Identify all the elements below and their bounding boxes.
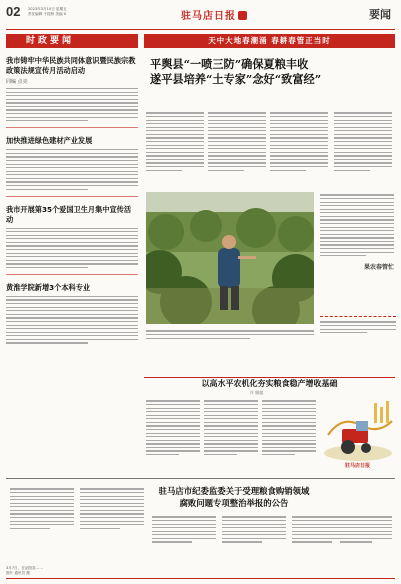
main-story-column: [146, 110, 204, 173]
text-line: [6, 92, 138, 93]
text-line: [320, 219, 394, 220]
text-line: [146, 408, 200, 409]
text-line: [10, 521, 74, 522]
text-line: [6, 117, 138, 118]
text-line: [222, 527, 286, 528]
text-line: [270, 152, 328, 153]
text-line: [204, 400, 258, 401]
logo-text: 驻马店日报: [181, 11, 236, 22]
text-line: [6, 267, 88, 268]
text-line: [270, 166, 328, 167]
article-title: 我市铸牢中华民族共同体意识暨民族宗教政策法规宣传月活动启动: [6, 56, 136, 75]
text-line: [208, 166, 266, 167]
text-line: [146, 162, 204, 163]
article-body: [6, 296, 138, 344]
text-line: [6, 156, 138, 157]
text-line: [6, 235, 138, 236]
text-line: [334, 134, 392, 135]
text-line: [80, 492, 144, 493]
text-line: [10, 510, 74, 511]
text-line: [340, 516, 392, 517]
text-line: [270, 130, 328, 131]
text-line: [334, 170, 370, 171]
text-line: [270, 170, 306, 171]
text-line: [208, 155, 266, 156]
text-line: [6, 321, 138, 322]
text-line: [6, 120, 88, 121]
article-title: 黄淮学院新增3个本科专业: [6, 282, 91, 292]
text-line: [204, 425, 258, 426]
text-line: [146, 429, 200, 430]
text-line: [320, 212, 394, 213]
text-line: [6, 335, 138, 336]
sub-story-column: [204, 398, 258, 458]
text-line: [320, 227, 394, 228]
text-line: [320, 252, 394, 253]
text-line: [208, 137, 266, 138]
text-line: [208, 120, 266, 121]
text-line: [270, 112, 328, 113]
text-line: [146, 137, 204, 138]
sub-story-title: 以高水平农机化夯实粮食稳产增收基础: [201, 379, 338, 388]
text-line: [262, 418, 316, 419]
text-line: [6, 228, 138, 229]
text-line: [6, 245, 138, 246]
notice-column: [80, 486, 144, 531]
text-line: [340, 534, 392, 535]
text-line: [320, 241, 394, 242]
text-line: [6, 88, 138, 89]
article-separator: [6, 127, 138, 128]
text-line: [6, 238, 138, 239]
text-line: [6, 102, 138, 103]
text-line: [334, 112, 392, 113]
text-line: [10, 492, 74, 493]
text-line: [334, 148, 392, 149]
text-line: [270, 134, 328, 135]
text-line: [80, 510, 144, 511]
text-line: [334, 130, 392, 131]
bottom-rule: [6, 578, 395, 579]
side-quote: 果农春管忙: [363, 264, 394, 272]
text-line: [152, 520, 216, 521]
text-line: [6, 299, 138, 300]
text-line: [320, 255, 366, 256]
text-line: [6, 113, 138, 114]
headline-line-1: 平舆县“一喷三防”确保夏粮丰收: [150, 57, 309, 71]
text-line: [262, 454, 295, 455]
text-line: [208, 127, 266, 128]
text-line: [146, 440, 200, 441]
text-line: [292, 541, 332, 542]
text-line: [222, 531, 286, 532]
text-line: [146, 134, 204, 135]
text-line: [270, 155, 328, 156]
text-line: [270, 145, 328, 146]
text-line: [262, 450, 316, 451]
article-title: 加快推进绿色建材产业发展: [6, 136, 93, 146]
text-line: [10, 513, 74, 514]
photo-caption: [146, 328, 314, 341]
text-line: [80, 528, 120, 529]
text-line: [320, 209, 394, 210]
text-line: [6, 307, 138, 308]
text-line: [146, 112, 204, 113]
text-line: [10, 503, 74, 504]
article-body: [6, 149, 138, 190]
text-line: [6, 109, 138, 110]
text-line: [6, 99, 138, 100]
text-line: [204, 450, 258, 451]
text-line: [6, 263, 138, 264]
text-line: [334, 123, 392, 124]
text-line: [262, 400, 316, 401]
text-line: [320, 194, 394, 195]
text-line: [146, 123, 204, 124]
text-line: [320, 248, 394, 249]
text-line: [262, 404, 316, 405]
text-line: [6, 160, 138, 161]
side-top-text: [320, 194, 394, 256]
text-line: [6, 328, 138, 329]
text-line: [146, 116, 204, 117]
newspaper-logo: [181, 7, 247, 22]
text-line: [334, 127, 392, 128]
text-line: [320, 332, 367, 333]
text-line: [208, 130, 266, 131]
text-line: [146, 450, 200, 451]
text-line: [208, 148, 266, 149]
text-line: [204, 454, 237, 455]
text-line: [208, 141, 266, 142]
text-line: [320, 329, 396, 330]
text-line: [262, 440, 316, 441]
text-line: [146, 120, 204, 121]
text-line: [6, 171, 138, 172]
text-line: [270, 137, 328, 138]
text-line: [340, 524, 392, 525]
footnote: 3月7日，在泌阳县…… 图片 通讯员 摄: [6, 566, 43, 575]
text-line: [146, 155, 204, 156]
text-line: [146, 338, 250, 339]
text-line: [222, 538, 286, 539]
text-line: [6, 242, 138, 243]
text-line: [80, 513, 144, 514]
text-line: [146, 130, 204, 131]
text-line: [262, 436, 316, 437]
text-line: [270, 116, 328, 117]
text-line: [204, 408, 258, 409]
text-line: [10, 506, 74, 507]
text-line: [6, 106, 138, 107]
text-line: [270, 127, 328, 128]
text-line: [204, 415, 258, 416]
text-line: [334, 137, 392, 138]
farm-illustration: [322, 395, 394, 471]
text-line: [340, 538, 392, 539]
text-line: [320, 237, 394, 238]
column-banner: 时政要闻: [6, 34, 138, 48]
text-line: [208, 134, 266, 135]
logo-mark-icon: [238, 11, 247, 20]
notice-title-line-2: 腐败问题专项整治举报的公告: [179, 498, 289, 508]
section-divider: [6, 478, 395, 479]
text-line: [152, 541, 192, 542]
text-line: [334, 145, 392, 146]
notice-title-line-1: 驻马店市纪委监委关于受理粮食购销领域: [158, 486, 310, 496]
text-line: [6, 253, 138, 254]
text-line: [146, 166, 204, 167]
text-line: [6, 310, 138, 311]
text-line: [6, 167, 138, 168]
text-line: [80, 488, 144, 489]
text-line: [6, 339, 138, 340]
text-line: [146, 127, 204, 128]
text-line: [208, 162, 266, 163]
text-line: [146, 436, 200, 437]
text-line: [80, 506, 144, 507]
text-line: [262, 429, 316, 430]
date-info: 2023年3月10日 星期五 责任编辑 于振桥 美编 X: [28, 7, 67, 16]
article-body: [6, 88, 138, 121]
main-story-column: [270, 110, 328, 173]
page-header: [6, 4, 395, 30]
text-line: [334, 159, 392, 160]
text-line: [80, 496, 144, 497]
text-line: [320, 205, 394, 206]
text-line: [152, 534, 216, 535]
text-line: [204, 422, 258, 423]
left-article: [6, 56, 138, 128]
text-line: [10, 499, 74, 500]
text-line: [222, 524, 286, 525]
text-line: [6, 95, 138, 96]
text-line: [208, 159, 266, 160]
text-line: [80, 499, 144, 500]
text-line: [334, 116, 392, 117]
main-story-column: [208, 110, 266, 173]
farm-tag: 驻马店日报: [345, 463, 371, 469]
text-line: [6, 314, 138, 315]
text-line: [270, 159, 328, 160]
text-line: [204, 433, 258, 434]
text-line: [208, 145, 266, 146]
text-line: [6, 178, 138, 179]
text-line: [262, 408, 316, 409]
text-line: [10, 524, 74, 525]
text-line: [10, 517, 74, 518]
text-line: [146, 330, 314, 331]
top-banner: 天中大地春潮涌 春耕春管正当时: [144, 34, 395, 48]
sub-story-author: 许 雁超: [250, 390, 264, 395]
text-line: [334, 162, 392, 163]
text-line: [146, 433, 200, 434]
text-line: [152, 531, 216, 532]
text-line: [222, 520, 286, 521]
sub-story-column: [262, 398, 316, 458]
text-line: [146, 141, 204, 142]
text-line: [6, 153, 138, 154]
text-line: [146, 334, 314, 335]
text-line: [204, 411, 258, 412]
text-line: [340, 527, 392, 528]
text-line: [204, 429, 258, 430]
text-line: [262, 425, 316, 426]
text-line: [152, 538, 216, 539]
text-line: [146, 159, 204, 160]
side-caption-box: [320, 316, 396, 364]
text-line: [320, 230, 394, 231]
text-line: [6, 185, 138, 186]
text-line: [334, 120, 392, 121]
text-line: [204, 440, 258, 441]
text-line: [146, 454, 179, 455]
left-article: [6, 283, 138, 344]
text-line: [204, 436, 258, 437]
text-line: [152, 524, 216, 525]
notice-column: [222, 514, 286, 545]
text-line: [320, 321, 396, 322]
text-line: [6, 256, 138, 257]
text-line: [10, 488, 74, 489]
text-line: [146, 422, 200, 423]
text-line: [334, 166, 392, 167]
text-line: [6, 317, 138, 318]
text-line: [152, 527, 216, 528]
left-articles: [6, 56, 138, 344]
text-line: [340, 541, 372, 542]
text-line: [6, 174, 138, 175]
text-line: [146, 411, 200, 412]
text-line: [270, 123, 328, 124]
text-line: [262, 415, 316, 416]
text-line: [262, 443, 316, 444]
text-line: [6, 342, 88, 343]
text-line: [320, 198, 394, 199]
text-line: [10, 496, 74, 497]
text-line: [146, 148, 204, 149]
text-line: [320, 325, 396, 326]
text-line: [270, 141, 328, 142]
text-line: [320, 234, 394, 235]
text-line: [146, 447, 200, 448]
text-line: [340, 531, 392, 532]
text-line: [80, 517, 144, 518]
section-name: 要闻: [369, 8, 391, 21]
text-line: [6, 249, 138, 250]
text-line: [208, 152, 266, 153]
left-article: [6, 205, 138, 275]
text-line: [208, 123, 266, 124]
text-line: [6, 189, 88, 190]
article-author: 同编 点亮: [6, 79, 28, 85]
text-line: [146, 400, 200, 401]
text-line: [320, 216, 394, 217]
text-line: [204, 418, 258, 419]
tractor-illustration-icon: [322, 395, 394, 465]
main-story-column: [334, 110, 392, 173]
text-line: [6, 181, 138, 182]
text-line: [222, 534, 286, 535]
article-separator: [6, 196, 138, 197]
text-line: [262, 433, 316, 434]
text-line: [6, 231, 138, 232]
text-line: [320, 202, 394, 203]
text-line: [146, 152, 204, 153]
text-line: [340, 520, 392, 521]
orchard-photo-image: [146, 192, 314, 324]
text-line: [146, 418, 200, 419]
text-line: [204, 404, 258, 405]
notice-title: [144, 485, 324, 509]
text-line: [262, 411, 316, 412]
text-line: [270, 148, 328, 149]
text-line: [146, 443, 200, 444]
text-line: [80, 503, 144, 504]
text-line: [146, 170, 182, 171]
text-line: [320, 244, 394, 245]
text-line: [152, 516, 216, 517]
text-line: [262, 447, 316, 448]
text-line: [6, 296, 138, 297]
headline-line-2: 遂平县培养“土专家”念好“致富经”: [150, 72, 322, 86]
article-separator: [6, 274, 138, 275]
text-line: [262, 422, 316, 423]
page-number: 02: [6, 4, 21, 19]
text-line: [270, 120, 328, 121]
text-line: [334, 141, 392, 142]
text-line: [146, 415, 200, 416]
notice-column: [152, 514, 216, 545]
text-line: [6, 164, 138, 165]
text-line: [6, 303, 138, 304]
side-column: [320, 192, 394, 275]
text-line: [208, 112, 266, 113]
text-line: [6, 332, 138, 333]
notice-column: [340, 514, 392, 545]
text-line: [204, 447, 258, 448]
text-line: [208, 170, 244, 171]
main-headline: [150, 57, 390, 87]
text-line: [222, 516, 286, 517]
article-body: [6, 228, 138, 269]
text-line: [208, 116, 266, 117]
sub-story-column: [146, 398, 200, 458]
text-line: [80, 521, 144, 522]
text-line: [320, 223, 394, 224]
text-line: [334, 155, 392, 156]
orchard-photo: [146, 192, 314, 324]
text-line: [10, 528, 50, 529]
text-line: [270, 162, 328, 163]
text-line: [146, 145, 204, 146]
text-line: [6, 149, 138, 150]
text-line: [6, 325, 138, 326]
article-title: 我市开展第35个爱国卫生月集中宣传活动: [6, 204, 132, 224]
left-article: [6, 136, 138, 196]
text-line: [204, 443, 258, 444]
notice-column: [10, 486, 74, 531]
text-line: [334, 152, 392, 153]
text-line: [6, 260, 138, 261]
text-line: [146, 404, 200, 405]
text-line: [80, 524, 144, 525]
text-line: [146, 425, 200, 426]
text-line: [222, 541, 262, 542]
